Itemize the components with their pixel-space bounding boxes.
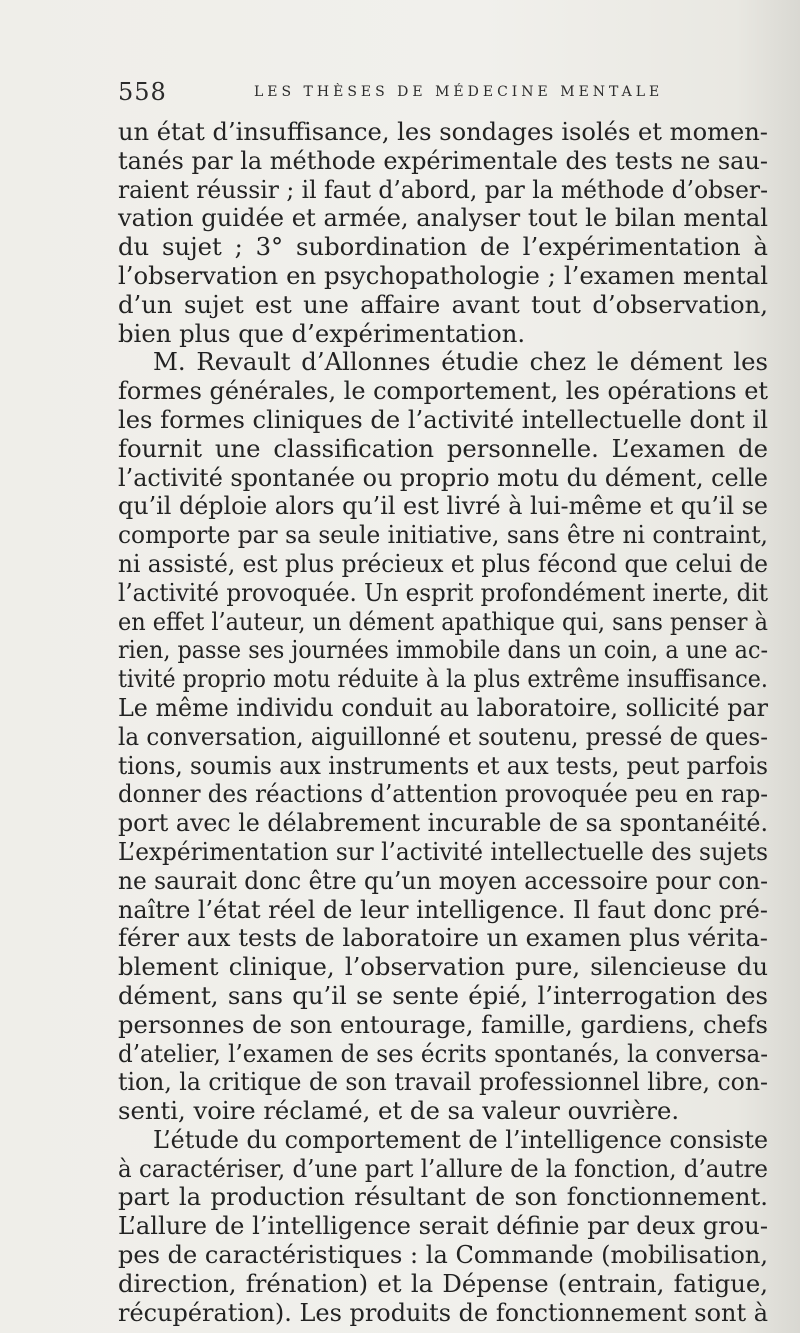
text-line: d’un sujet est une affaire avant tout d’observation, <box>118 289 768 319</box>
text-line: donner des réactions d’attention provoquée peu en rap- <box>118 779 769 809</box>
text-line: les formes cliniques de l’activité intellectuelle dont il <box>118 404 768 434</box>
text-line: d’atelier, l’examen de ses écrits spontanés, la conversa- <box>118 1038 769 1068</box>
text-line: L’allure de l’intelligence serait définie par deux grou- <box>118 1211 768 1241</box>
text-line: L’expérimentation sur l’activité intellectuelle des sujets <box>118 836 769 866</box>
text-line: raient réussir ; il faut d’abord, par la méthode d’obser- <box>118 174 769 204</box>
text-line: tions, soumis aux instruments et aux tests, peut parfois <box>118 750 769 780</box>
text-line: blement clinique, l’observation pure, silencieuse du <box>118 952 768 982</box>
text-line: rien, passe ses journées immobile dans un coin, a une ac- <box>118 635 768 665</box>
body-text <box>118 118 768 1327</box>
paragraph-2 <box>118 348 768 1126</box>
text-line: part la production résultant de son fonctionnement. <box>118 1182 768 1212</box>
text-line: pes de caractéristiques : la Commande (mobilisation, <box>118 1240 769 1270</box>
text-line: récupération). Les produits de fonctionnement sont à <box>118 1297 768 1327</box>
paragraph-1 <box>118 118 768 348</box>
text-line: M. Revault d’Allonnes étudie chez le dément les <box>153 347 768 377</box>
text-line: tivité proprio motu réduite à la plus extrême insuffisance. <box>118 664 768 694</box>
text-line: férer aux tests de laboratoire un examen plus vérita- <box>118 923 769 953</box>
running-head <box>118 78 664 108</box>
text-line: la conversation, aiguillonné et soutenu, pressé de ques- <box>118 721 768 751</box>
text-line: formes générales, le comportement, les opérations et <box>118 376 768 406</box>
text-line: naître l’état réel de leur intelligence. Il faut donc pré- <box>118 894 768 924</box>
text-line: l’observation en psychopathologie ; l’examen mental <box>118 260 768 290</box>
text-line: dément, sans qu’il se sente épié, l’interrogation des <box>118 980 768 1010</box>
text-line: ne saurait donc être qu’un moyen accessoire pour con- <box>118 865 769 895</box>
paragraph-3 <box>118 1126 768 1328</box>
text-line: l’activité provoquée. Un esprit profondément inerte, dit <box>118 577 768 607</box>
running-title: LES THÈSES DE MÉDECINE MENTALE <box>254 84 664 100</box>
text-line: un état d’insuffisance, les sondages isolés et momen- <box>118 117 768 146</box>
text-line: fournit une classification personnelle. L’examen de <box>118 433 768 463</box>
page-number: 558 <box>118 78 167 106</box>
text-line: bien plus que d’expérimentation. <box>118 318 526 348</box>
text-line: L’étude du comportement de l’intelligence consiste <box>153 1124 769 1154</box>
text-line: tion, la critique de son travail professionnel libre, con- <box>118 1067 768 1097</box>
text-line: ni assisté, est plus précieux et plus fécond que celui de <box>118 548 768 578</box>
text-line: vation guidée et armée, analyser tout le bilan mental <box>118 203 768 233</box>
text-line: port avec le délabrement incurable de sa spontanéité. <box>118 808 769 838</box>
text-line: du sujet ; 3° subordination de l’expérimentation à <box>118 232 768 262</box>
text-line: l’activité spontanée ou proprio motu du dément, celle <box>118 462 768 492</box>
text-line: à caractériser, d’une part l’allure de la fonction, d’autre <box>118 1153 769 1183</box>
text-line: direction, frénation) et la Dépense (entrain, fatigue, <box>118 1268 768 1298</box>
text-line: qu’il déploie alors qu’il est livré à lui-même et qu’il se <box>118 491 769 521</box>
text-line: tanés par la méthode expérimentale des tests ne sau- <box>118 145 769 175</box>
text-line: en effet l’auteur, un dément apathique qui, sans penser à <box>118 606 768 636</box>
text-line: personnes de son entourage, famille, gardiens, chefs <box>118 1009 768 1039</box>
text-line: Le même individu conduit au laboratoire, sollicité par <box>118 692 769 722</box>
text-line: comporte par sa seule initiative, sans être ni contraint, <box>118 520 768 550</box>
text-line: senti, voire réclamé, et de sa valeur ouvrière. <box>118 1096 680 1126</box>
